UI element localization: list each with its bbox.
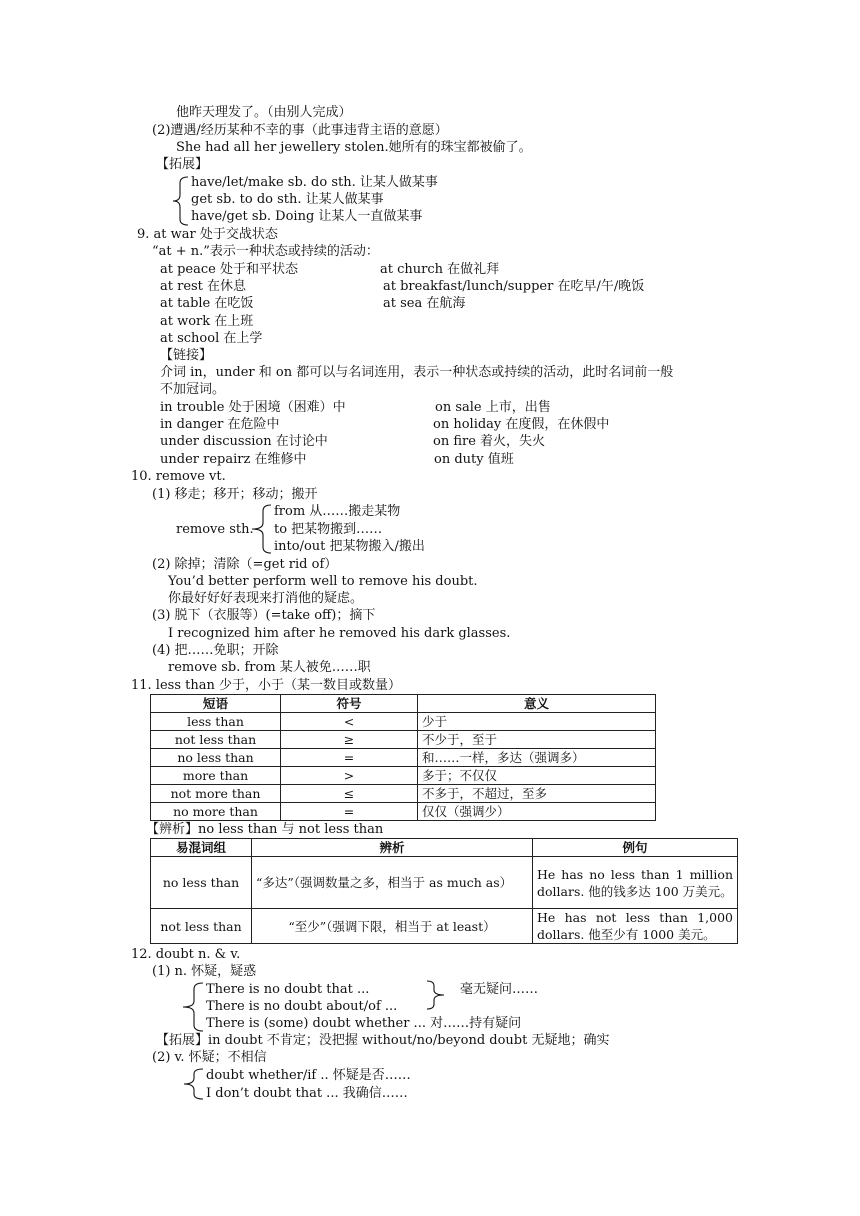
text-line: 介词 in，under 和 on 都可以与名词连用，表示一种状态或持续的活动，此时名词前一般 xyxy=(160,365,674,380)
table-row xyxy=(151,909,738,944)
table-cell: 和……一样，多达（强调多） xyxy=(418,749,656,767)
text-line: (2) v. 怀疑；不相信 xyxy=(152,1050,267,1065)
table-cell: less than xyxy=(151,713,281,731)
phrase: at sea 在航海 xyxy=(383,296,466,311)
table-header: 符号 xyxy=(281,695,418,713)
table-header: 短语 xyxy=(151,695,281,713)
label-extension: 【拓展】in doubt 不肯定；没把握 without/no/beyond doubt 无疑地；确实 xyxy=(156,1033,610,1048)
phrase: at work 在上班 xyxy=(160,314,254,329)
label-extension: 【拓展】 xyxy=(156,157,209,172)
phrase: in trouble 处于困境（困难）中 xyxy=(160,400,346,415)
phrase: at school 在上学 xyxy=(160,331,263,346)
phrase: on fire 着火，失火 xyxy=(433,434,546,449)
section-heading: 11. less than 少于，小于（某一数目或数量） xyxy=(131,678,401,693)
table-cell: no less than xyxy=(151,749,281,767)
phrase: at church 在做礼拜 xyxy=(380,262,500,277)
text-line: remove sb. from 某人被免……职 xyxy=(168,660,371,675)
section-heading: 10. remove vt. xyxy=(131,469,226,484)
phrase: on duty 值班 xyxy=(434,452,514,467)
table-cell: < xyxy=(281,713,418,731)
text-line: 他昨天理发了。（由别人完成） xyxy=(176,105,352,120)
text-line: There is (some) doubt whether ... 对……持有疑问 xyxy=(206,1016,522,1031)
section-heading: 9. at war 处于交战状态 xyxy=(137,227,278,242)
table-cell: 多于；不仅仅 xyxy=(418,767,656,785)
table-cell: 不多于，不超过，至多 xyxy=(418,785,656,803)
distinction-table xyxy=(150,838,738,944)
text-line: (4) 把……免职；开除 xyxy=(152,643,279,658)
table-cell: > xyxy=(281,767,418,785)
text-line: 毫无疑问…… xyxy=(460,982,539,997)
text-line: get sb. to do sth. 让某人做某事 xyxy=(191,192,384,207)
text-line: There is no doubt about/of ... xyxy=(206,999,398,1014)
label-link: 【链接】 xyxy=(160,348,213,363)
table-cell: ≤ xyxy=(281,785,418,803)
left-brace-icon xyxy=(180,981,206,1033)
table-cell: ≥ xyxy=(281,731,418,749)
section-heading: 12. doubt n. & v. xyxy=(131,947,241,962)
text-line: There is no doubt that ... xyxy=(206,982,370,997)
left-brace-icon xyxy=(180,1067,206,1101)
phrase: on sale 上市，出售 xyxy=(435,400,551,415)
table-cell: = xyxy=(281,803,418,821)
table-row xyxy=(151,731,656,749)
text-line: from 从……搬走某物 xyxy=(274,504,401,519)
text-line: You’d better perform well to remove his doubt. xyxy=(168,574,478,589)
table-cell: He has not less than 1,000 dollars. 他至少有 1000 美元。 xyxy=(533,909,738,944)
text-line: I recognized him after he removed his dark glasses. xyxy=(168,626,511,641)
table-cell: He has no less than 1 million dollars. 他的钱多达 100 万美元。 xyxy=(533,857,738,909)
table-header: 辨析 xyxy=(252,839,533,857)
text-line: (1) 移走；移开；移动；搬开 xyxy=(152,487,318,502)
table-cell: not less than xyxy=(151,909,252,944)
text-line: She had all her jewellery stolen.她所有的珠宝都被偷了。 xyxy=(176,140,532,155)
table-cell: more than xyxy=(151,767,281,785)
table-row xyxy=(151,785,656,803)
table-cell: no less than xyxy=(151,857,252,909)
table-header: 易混词组 xyxy=(151,839,252,857)
phrase: under repairz 在维修中 xyxy=(160,452,307,467)
text-line: have/get sb. Doing 让某人一直做某事 xyxy=(191,209,423,224)
text-line: I don’t doubt that ... 我确信…… xyxy=(206,1086,408,1101)
right-brace-icon xyxy=(424,979,448,1011)
phrase: at breakfast/lunch/supper 在吃早/午/晚饭 xyxy=(383,279,645,294)
table-row xyxy=(151,803,656,821)
table-cell: not more than xyxy=(151,785,281,803)
table-cell: not less than xyxy=(151,731,281,749)
table-header: 例句 xyxy=(533,839,738,857)
text-line: 你最好好好表现来打消他的疑虑。 xyxy=(168,591,364,606)
table-row xyxy=(151,857,738,909)
text-line: have/let/make sb. do sth. 让某人做某事 xyxy=(191,175,438,190)
text-line: (1) n. 怀疑，疑惑 xyxy=(152,964,257,979)
table-row xyxy=(151,713,656,731)
text-line: (2) 除掉；清除（=get rid of） xyxy=(152,557,338,572)
text-line: “at + n.”表示一种状态或持续的活动： xyxy=(152,244,379,259)
text-line: (3) 脱下（衣服等）(=take off)；摘下 xyxy=(152,608,376,623)
table-row xyxy=(151,749,656,767)
table-cell: 不少于，至于 xyxy=(418,731,656,749)
table-cell: “多达”（强调数量之多，相当于 as much as） xyxy=(252,857,533,909)
phrase: at table 在吃饭 xyxy=(160,296,254,311)
text-line: to 把某物搬到…… xyxy=(274,522,383,537)
text-line: remove sth. xyxy=(176,522,254,537)
phrase: at peace 处于和平状态 xyxy=(160,262,298,277)
left-brace-icon xyxy=(250,503,274,555)
table-cell: no more than xyxy=(151,803,281,821)
label-analysis: 【辨析】no less than 与 not less than xyxy=(146,822,384,837)
table-cell: = xyxy=(281,749,418,767)
table-cell: 仅仅（强调少） xyxy=(418,803,656,821)
table-header: 意义 xyxy=(418,695,656,713)
phrase: at rest 在休息 xyxy=(160,279,247,294)
text-line: doubt whether/if .. 怀疑是否…… xyxy=(206,1068,411,1083)
left-brace-icon xyxy=(170,175,192,227)
table-row xyxy=(151,767,656,785)
text-line: into/out 把某物搬入/搬出 xyxy=(274,539,425,554)
text-line: 不加冠词。 xyxy=(160,382,226,397)
table-cell: “至少”（强调下限，相当于 at least） xyxy=(252,909,533,944)
comparison-table xyxy=(150,694,656,821)
table-cell: 少于 xyxy=(418,713,656,731)
text-line: (2)遭遇/经历某种不幸的事（此事违背主语的意愿） xyxy=(152,123,448,138)
phrase: under discussion 在讨论中 xyxy=(160,434,328,449)
phrase: on holiday 在度假，在休假中 xyxy=(433,417,610,432)
phrase: in danger 在危险中 xyxy=(160,417,280,432)
